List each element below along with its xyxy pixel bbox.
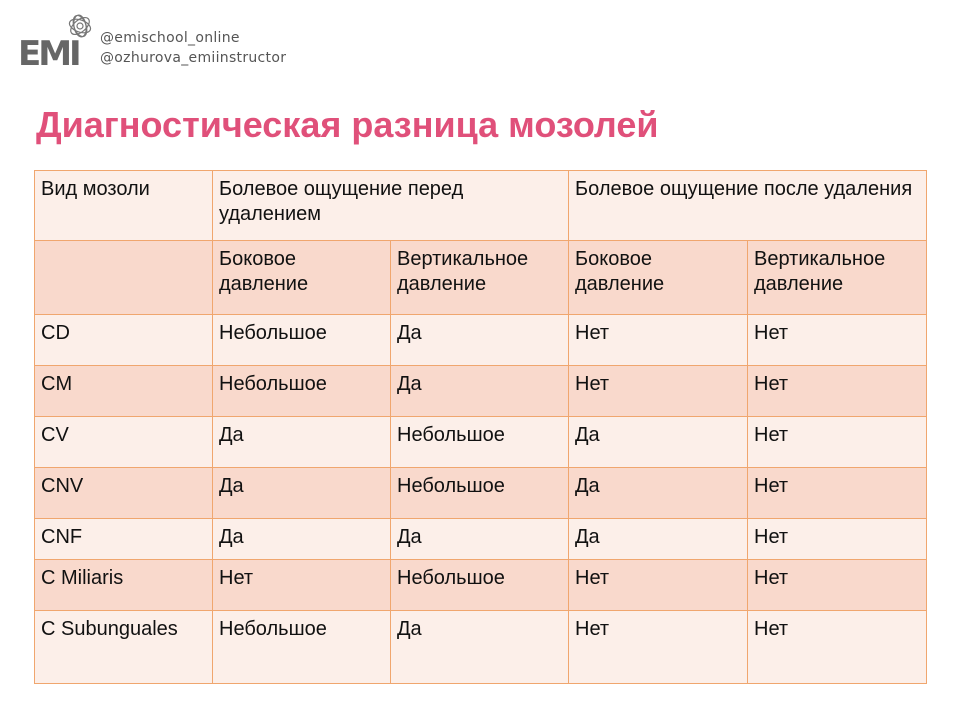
header-cell: Болевое ощущение перед удалением [213,171,569,241]
table-cell: Да [391,366,569,417]
social-handles [100,28,286,68]
table-cell: Нет [748,366,927,417]
table-cell: Нет [569,315,748,366]
table-cell: Нет [748,315,927,366]
table-cell: Нет [748,417,927,468]
table-cell: C Miliaris [35,560,213,611]
table-cell: Нет [748,560,927,611]
table-subheader-row [35,241,927,315]
table-cell: Да [391,611,569,684]
calluses-table [34,170,927,684]
table-cell: Да [391,519,569,560]
table-cell: Да [569,468,748,519]
table-cell: Нет [748,468,927,519]
brand-logo [18,12,98,72]
table-cell: Небольшое [391,560,569,611]
table-cell: Да [213,468,391,519]
table-cell: Да [213,519,391,560]
table-cell: Нет [213,560,391,611]
table-cell: Нет [748,519,927,560]
subheader-cell: Вертикальное давление [391,241,569,315]
table-row [35,366,927,417]
page-title: Диагностическая разница мозолей [36,104,659,145]
header-cell: Вид мозоли [35,171,213,241]
table-cell: Нет [569,366,748,417]
table-cell: CM [35,366,213,417]
table-cell: Да [213,417,391,468]
table-cell: Да [391,315,569,366]
table-row [35,468,927,519]
table-row [35,519,927,560]
header-cell: Болевое ощущение после удаления [569,171,927,241]
handle-instructor[interactable]: @ozhurova_emiinstructor [100,50,287,66]
table-cell: Нет [569,611,748,684]
table-cell: Небольшое [391,417,569,468]
table-cell: CV [35,417,213,468]
subheader-cell: Вертикальное давление [748,241,927,315]
table-cell: Небольшое [391,468,569,519]
table-row [35,417,927,468]
handle-school[interactable]: @emischool_online [100,30,240,46]
subheader-cell: Боковое давление [213,241,391,315]
table-cell: Нет [748,611,927,684]
table-cell: Небольшое [213,611,391,684]
table-cell: CD [35,315,213,366]
logo-mark [18,12,98,72]
table-row [35,315,927,366]
table-cell: Нет [569,560,748,611]
table-cell: Небольшое [213,366,391,417]
table-cell: CNV [35,468,213,519]
table-cell: Да [569,519,748,560]
table-row [35,611,927,684]
table-header-row [35,171,927,241]
table-cell: Да [569,417,748,468]
subheader-cell: Боковое давление [569,241,748,315]
table-cell: C Subunguales [35,611,213,684]
table-row [35,560,927,611]
logo-text: EMI [18,34,79,74]
subheader-cell [35,241,213,315]
table-cell: Небольшое [213,315,391,366]
table-cell: CNF [35,519,213,560]
